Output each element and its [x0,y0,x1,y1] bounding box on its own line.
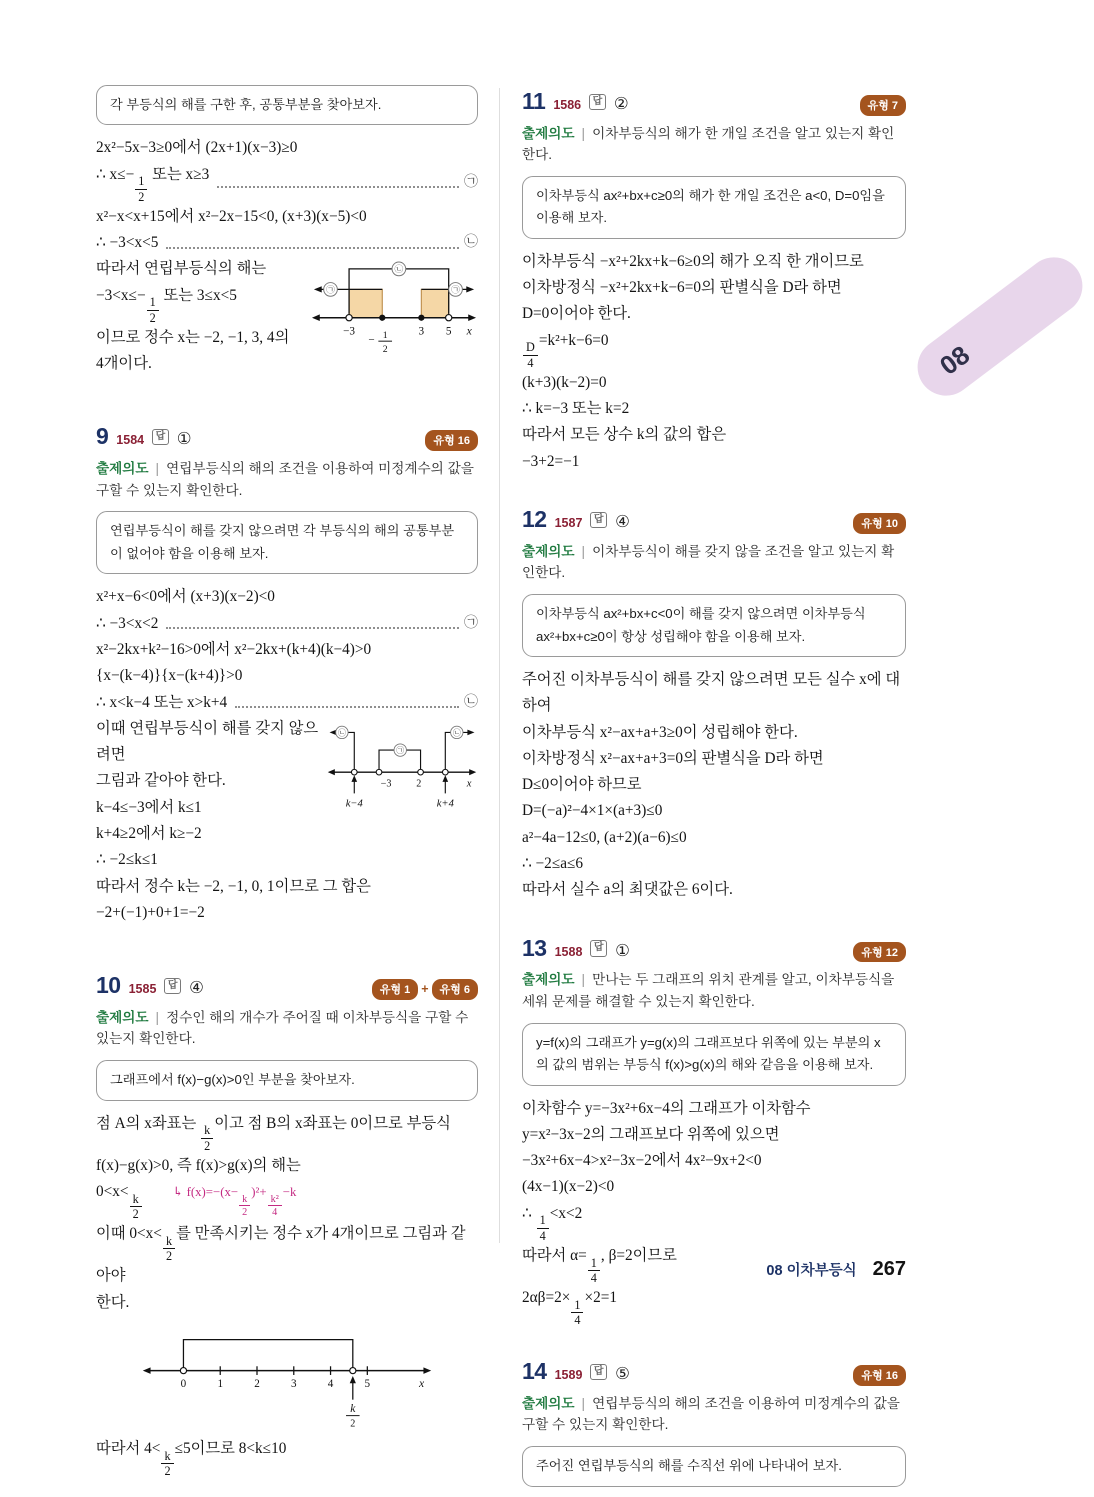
number-line-diagram-p10 [137,1320,437,1429]
number-line-diagram-p9 [326,716,478,816]
math-line: D=0이어야 한다. [522,305,631,323]
problem-header [96,972,478,1000]
type-badges [853,513,906,534]
math-line: {x−(k−4)}{x−(k+4)}>0 [96,667,243,685]
left-column [96,85,478,1478]
type-badge: 유형 10 [853,513,906,534]
math-line: a²−4a−12≤0, (a+2)(a−6)≤0 [522,828,687,846]
hint-text: 주어진 연립부등식의 해를 수직선 위에 나타내어 보자. [536,1458,842,1474]
svg-text:㉠: ㉠ [396,745,405,755]
svg-text:㉡: ㉡ [337,728,346,738]
hint-text: y=f(x)의 그래프가 y=g(x)의 그래프보다 위쪽에 있는 부분의 x의 값의 범위는 부등식 f(x)>g(x)의 해와 같음을 이용해 보자. [536,1034,881,1073]
svg-text:−: − [368,334,375,347]
intent-line [522,969,906,1013]
problem-number: 14 [522,1358,547,1385]
svg-text:2: 2 [382,344,388,356]
intent-separator: | [155,460,160,476]
intent-line [522,123,906,167]
problem-code: 1586 [553,98,582,112]
shaded-regions [349,290,449,318]
intent-line [96,458,478,502]
math-line: $\frac{D}{4}$ =k²+k−6=0 [522,328,906,370]
dotted-leader [166,238,459,248]
math-line: −3<x≤− $\frac{1}{2}$ 또는 3≤x<5 [96,286,237,325]
bracket-lines [330,732,473,793]
problem-code: 1587 [554,516,583,531]
text-and-diagram [96,256,478,377]
answer-label-icon: 답 [590,1364,607,1381]
number-line-diagram-intro [310,256,478,356]
math-line: 따라서 정수 k는 −2, −1, 0, 1이므로 그 합은 [96,877,371,895]
svg-text:1: 1 [382,330,388,342]
math-line: 이차부등식 −x²+2kx+k−6≥0의 해가 오직 한 개이므로 [522,252,864,270]
column-divider [499,88,500,1243]
math-line: 따라서 실수 a의 최댓값은 6이다. [522,881,733,899]
ref-mark: ㉡ [464,235,478,251]
problem-header [96,423,478,451]
problem-code: 1584 [116,433,145,448]
svg-text:x: x [466,324,472,338]
type-badge: 유형 12 [853,942,906,963]
type-badge: 유형 6 [432,979,478,1000]
math-line: 이차방정식 −x²+2kx+k−6=0의 판별식을 D라 하면 [522,279,842,297]
problem-code: 1588 [554,944,583,959]
math-line: −2+(−1)+0+1=−2 [96,903,205,921]
hint-box [522,594,906,657]
answer-label-icon: 답 [590,512,607,529]
intent-line [96,1007,478,1051]
svg-text:5: 5 [364,1377,371,1390]
axis-labels [181,1377,425,1430]
problem-number: 11 [522,88,546,114]
math-line: ∴ −2≤k≤1 [96,851,158,869]
math-line: (k+3)(k−2)=0 [522,373,607,391]
svg-text:3: 3 [290,1377,297,1390]
type-badge: 유형 7 [860,95,906,116]
svg-text:2: 2 [350,1418,356,1430]
dotted-leader [166,619,459,629]
ref-mark: ㉡ [464,694,478,710]
intent-label: 출제의도 [522,543,575,559]
problem-number: 10 [96,972,121,999]
svg-text:−3: −3 [343,325,356,338]
math-line: 이때 0<x< $\frac{k}{2}$ 를 만족시키는 정수 x가 4개이므로 그림과 같아야 [96,1225,466,1285]
intent-label: 출제의도 [522,1395,575,1411]
math-line: ∴ k=−3 또는 k=2 [522,400,630,418]
svg-text:㉠: ㉠ [451,285,460,296]
math-line: 한다. [96,1293,130,1311]
intent-line [522,1393,906,1437]
footer-page-number: 267 [872,1258,906,1280]
problem-10 [96,972,478,1478]
math-line: 2αβ=2× $\frac{1}{4}$ ×2=1 [522,1288,618,1327]
answer-choice: ① [176,430,192,449]
intent-text: 이차부등식의 해가 한 개일 조건을 알고 있는지 확인한다. [522,125,895,163]
math-line: D≤0이어야 하므로 [522,776,642,794]
math-line: 이차부등식 x²−ax+a+3≥0이 성립해야 한다. [522,723,798,741]
math-line: x²−2kx+k²−16>0에서 x²−2kx+(k+4)(k−4)>0 [96,640,372,658]
type-badge: 유형 16 [425,430,478,451]
svg-text:㉡: ㉡ [394,264,404,275]
note-formula: f(x)=−(x− $\frac{k}{2}$ )²+ $\frac{\text{k²}}{4}$ −k [186,1185,297,1218]
problem-14 [522,1358,906,1486]
intent-label: 출제의도 [96,1009,149,1025]
note-arrow: ↳ [172,1185,184,1200]
intent-line [522,541,906,585]
svg-text:k: k [350,1402,356,1416]
answer-choice: ④ [615,513,630,532]
math-line-with-note [96,1179,478,1221]
svg-text:5: 5 [445,325,452,338]
math-text: ∴ x≤− $\frac{1}{2}$ 또는 x≥3 [96,165,210,204]
ref-mark: ㉠ [464,174,478,190]
problem-number: 13 [522,934,547,961]
type-badges [425,430,478,451]
intent-text: 만나는 두 그래프의 위치 관계를 알고, 이차부등식을 세워 문제를 해결할 수 있는지 확인한다. [522,972,895,1009]
intent-separator: | [155,1009,160,1025]
math-line: 그림과 같아야 한다. [96,772,226,790]
badge-plus: + [421,982,429,997]
chapter-side-tab [906,246,1094,407]
hint-text: 그래프에서 f(x)−g(x)>0인 부분을 찾아보자. [110,1072,355,1088]
dotted-leader [235,697,459,707]
hint-box [522,1023,906,1086]
answer-label-icon: 답 [152,429,169,446]
type-badges [853,1365,906,1386]
dotted-leader [217,178,459,188]
math-line-with-ref [96,230,478,256]
math-line: 점 A의 x좌표는 $\frac{k}{2}$ 이고 점 B의 x좌표는 0이므로 부등식 [96,1114,451,1153]
problem-code: 1589 [554,1368,583,1383]
svg-text:−3: −3 [380,778,392,790]
svg-text:2: 2 [254,1377,260,1390]
problem-12 [522,506,906,904]
answer-label-icon: 답 [164,978,181,995]
math-line-with-ref [96,162,478,204]
intent-separator: | [581,543,586,559]
math-line: y=x²−3x−2의 그래프보다 위쪽에 있으면 [522,1125,780,1143]
intent-label: 출제의도 [522,972,575,988]
math-line: 따라서 4< $\frac{k}{2}$ ≤5이므로 8<k≤10 [96,1439,287,1478]
svg-text:2: 2 [416,778,422,790]
hint-box [96,1060,478,1100]
type-badges [372,979,478,1000]
math-line: −3x²+6x−4>x²−3x−2에서 4x²−9x+2<0 [522,1152,762,1170]
svg-text:4: 4 [327,1377,334,1390]
math-line: k+4≥2에서 k≥−2 [96,825,202,843]
diagram-wrap [96,1320,478,1434]
problem-number: 12 [522,506,547,533]
svg-text:x: x [466,778,472,790]
intent-text: 연립부등식의 해의 조건을 이용하여 미정계수의 값을 구할 수 있는지 확인한다. [522,1395,900,1433]
math-text: ∴ −3<x<5 [96,234,159,252]
text-block [96,716,322,847]
intent-label: 출제의도 [522,125,575,141]
answer-choice: ⑤ [615,1365,630,1384]
hint-text: 연립부등식이 해를 갖지 않으려면 각 부등식의 해의 공통부분이 없어야 함을 이용해 보자. [110,523,455,561]
math-line: 이차함수 y=−3x²+6x−4의 그래프가 이차함수 [522,1099,811,1117]
svg-text:k−4: k−4 [345,798,363,810]
right-column [522,85,906,1497]
math-line: 따라서 연립부등식의 해는 [96,260,267,278]
problem-header [522,1358,906,1386]
intent-label: 출제의도 [96,460,149,476]
svg-text:3: 3 [418,325,425,338]
ref-mark: ㉠ [464,615,478,631]
math-line: 주어진 이차부등식이 해를 갖지 않으려면 모든 실수 x에 대하여 [522,670,901,715]
intent-separator: | [581,972,586,988]
solution-intro [96,85,478,377]
math-line: 4개이다. [96,355,152,373]
intent-separator: | [581,125,586,141]
math-text: ∴ −3<x<2 [96,614,159,632]
problem-code: 1585 [128,982,157,997]
problem-9 [96,423,478,926]
math-line: 따라서 모든 상수 k의 값의 합은 [522,426,727,444]
problem-number: 9 [96,423,109,450]
type-badge: 유형 1 [372,979,418,1000]
hint-text: 각 부등식의 해를 구한 후, 공통부분을 찾아보자. [110,97,382,112]
problem-header [522,506,906,534]
math-line: x²+x−6<0에서 (x+3)(x−2)<0 [96,588,275,606]
type-badges [853,942,906,963]
answer-choice: ② [613,95,629,113]
math-line-with-ref [96,690,478,716]
hint-text: 이차부등식 ax²+bx+c≥0의 해가 한 개일 조건은 a<0, D=0임을 이용해 보자. [536,188,885,226]
answer-label-icon: 답 [589,94,606,111]
math-line: x²−x<x+15에서 x²−2x−15<0, (x+3)(x−5)<0 [96,207,367,225]
math-line: ∴ −2≤a≤6 [522,855,584,873]
footer-chapter: 08 이차부등식 [766,1263,857,1279]
math-line: 이때 연립부등식이 해를 갖지 않으려면 [96,719,319,764]
svg-text:x: x [418,1376,425,1390]
answer-label-icon: 답 [590,940,607,957]
math-line: 따라서 α= $\frac{1}{4}$ , β=2이므로 [522,1246,677,1285]
svg-text:0: 0 [180,1377,187,1390]
math-line: k−4≤−3에서 k≤1 [96,798,202,816]
answer-choice: ④ [189,979,204,998]
svg-text:1: 1 [217,1377,224,1390]
hint-box [96,511,478,574]
axis-labels [346,778,472,809]
svg-text:㉠: ㉠ [326,285,335,296]
math-line: (4x−1)(x−2)<0 [522,1178,615,1196]
intent-text: 연립부등식의 해의 조건을 이용하여 미정계수의 값을 구할 수 있는지 확인한다. [96,460,474,498]
hint-box [522,176,906,239]
type-badges [860,95,906,116]
problem-11 [522,88,906,475]
text-and-diagram [96,716,478,847]
math-line: 이차방정식 x²−ax+a+3=0의 판별식을 D라 하면 [522,749,824,767]
hint-text: 이차부등식 ax²+bx+c<0이 해를 갖지 않으려면 이차부등식 ax²+bx+c≥0이 항상 성립해야 함을 이용해 보자. [536,606,866,644]
math-text: 0<x< $\frac{k}{2}$ [96,1183,143,1200]
hint-box [522,1446,906,1486]
lines [147,1340,428,1400]
chapter-tab-label: 08 [933,339,976,381]
math-text: ∴ x<k−4 또는 x>k+4 [96,693,228,711]
intent-separator: | [581,1395,586,1411]
text-block [96,256,306,377]
svg-text:k+4: k+4 [436,798,454,810]
hint-box [96,85,478,125]
bracket-lines [314,269,472,318]
axis-labels [343,325,473,356]
intent-text: 정수인 해의 개수가 주어질 때 이차부등식을 구할 수 있는지 확인한다. [96,1009,469,1047]
type-badge: 유형 16 [853,1365,906,1386]
math-line: 2x²−5x−3≥0에서 (2x+1)(x−3)≥0 [96,139,298,157]
math-line: 이므로 정수 x는 −2, −1, 3, 4의 [96,328,290,346]
answer-choice: ① [615,941,630,960]
page-footer [522,1258,906,1281]
math-line: f(x)−g(x)>0, 즉 f(x)>g(x)의 해는 [96,1156,301,1174]
problem-header [522,935,906,963]
svg-text:㉡: ㉡ [452,728,461,738]
math-line-with-ref [96,611,478,637]
handwritten-note [172,1185,297,1218]
math-line: D=(−a)²−4×1×(a+3)≤0 [522,802,663,820]
math-line: ∴ $\frac{1}{4}$ <x<2 [522,1204,583,1243]
problem-header [522,88,906,116]
intent-text: 이차부등식이 해를 갖지 않을 조건을 알고 있는지 확인한다. [522,543,895,581]
math-line: −3+2=−1 [522,452,580,470]
